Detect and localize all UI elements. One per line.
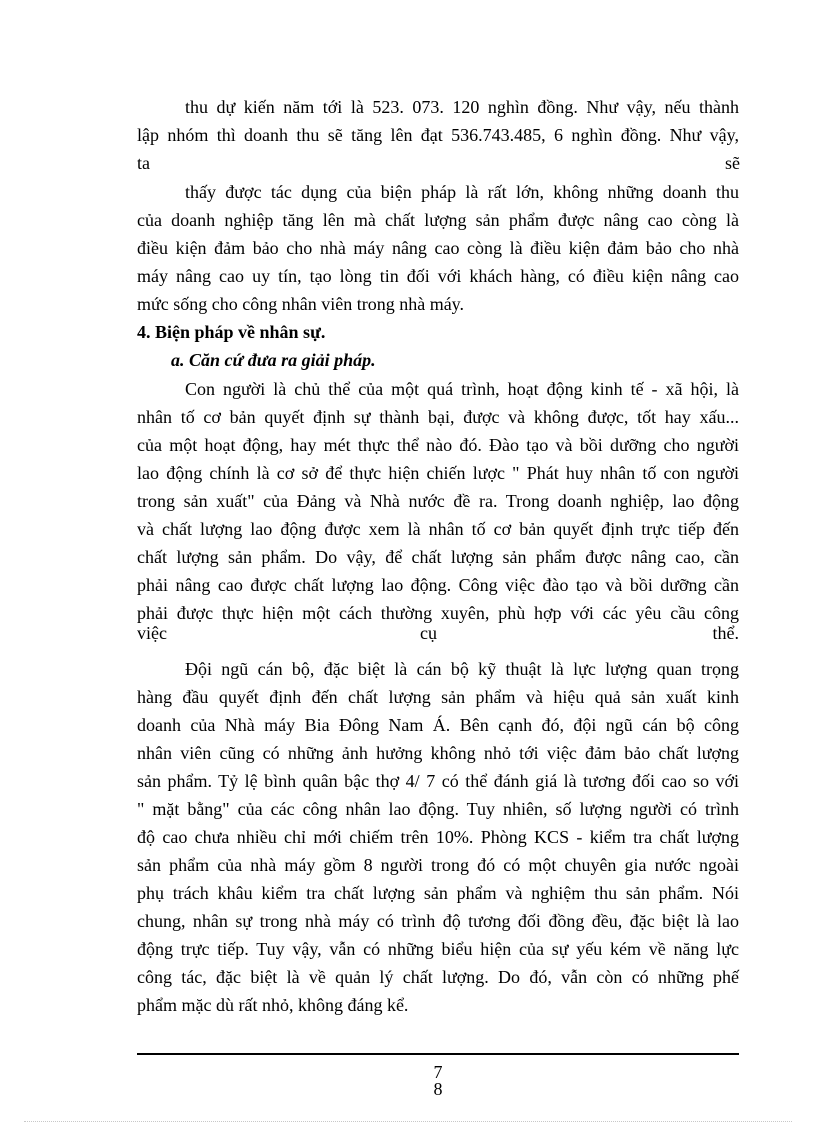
page-number: 7 — [433, 1062, 443, 1082]
paragraph-line: sản phẩm. Tỷ lệ bình quân bậc thợ 4/ 7 có thể đánh giá là tương đối cao so với — [137, 771, 739, 791]
subsection-heading: a. Căn cứ đưa ra giải pháp. — [171, 350, 376, 370]
paragraph-line: nhân tố cơ bản quyết định sự thành bại, được và không được, tốt hay xấu... — [137, 407, 739, 427]
paragraph-line: nhân viên cũng có những ảnh hưởng không nhỏ tới việc đảm bảo chất lượng — [137, 743, 739, 763]
paragraph-line: thể. — [712, 623, 739, 643]
paragraph-line: trong sản xuất" của Đảng và Nhà nước đề ra. Trong doanh nghiệp, lao động — [137, 491, 739, 511]
paragraph-line: doanh của Nhà máy Bia Đông Nam Á. Bên cạnh đó, đội ngũ cán bộ công — [137, 715, 739, 735]
section-heading: 4. Biện pháp về nhân sự. — [137, 322, 326, 342]
paragraph-line: mức sống cho công nhân viên trong nhà máy. — [137, 294, 465, 314]
paragraph-line: phải nâng cao được chất lượng lao động. Công việc đào tạo và bồi dưỡng cần — [137, 575, 739, 595]
paragraph-line: máy nâng cao uy tín, tạo lòng tin đối với khách hàng, có điều kiện nâng cao — [137, 266, 739, 286]
paragraph-line: thu dự kiến năm tới là 523. 073. 120 nghìn đồng. Như vậy, nếu thành — [185, 97, 739, 117]
paragraph-line: sẽ — [725, 153, 740, 173]
paragraph-line: ta — [137, 153, 150, 173]
paragraph-line: thấy được tác dụng của biện pháp là rất lớn, không những doanh thu — [185, 182, 739, 202]
paragraph-line: chung, nhân sự trong nhà máy có trình độ tương đối đồng đều, đặc biệt là lao — [137, 911, 739, 931]
paragraph-line: động trực tiếp. Tuy vậy, vẫn có những biểu hiện của sự yếu kém về năng lực — [137, 939, 739, 959]
paragraph-line: Đội ngũ cán bộ, đặc biệt là cán bộ kỹ thuật là lực lượng quan trọng — [185, 659, 739, 679]
paragraph-line: công tác, đặc biệt là về quản lý chất lượng. Do đó, vẫn còn có những phế — [137, 967, 739, 987]
footer-rule — [137, 1053, 739, 1055]
paragraph-line: lập nhóm thì doanh thu sẽ tăng lên đạt 536.743.485, 6 nghìn đồng. Như vậy, — [137, 125, 739, 145]
paragraph-line: sản phẩm của nhà máy gồm 8 người trong đó có một chuyên gia nước ngoài — [137, 855, 739, 875]
paragraph-line: việc — [137, 623, 167, 643]
paragraph-line: điều kiện đảm bảo cho nhà máy nâng cao còng là điều kiện đảm bảo cho nhà — [137, 238, 739, 258]
paragraph-line: lao động chính là cơ sở để thực hiện chiến lược " Phát huy nhân tố con người — [137, 463, 739, 483]
paragraph-line: cụ — [420, 623, 437, 643]
paragraph-line: " mặt bằng" của các công nhân lao động. Tuy nhiên, số lượng người có trình — [137, 799, 739, 819]
paragraph-line: phải được thực hiện một cách thường xuyên, phù hợp với các yêu cầu công — [137, 603, 739, 623]
paragraph-line: của một hoạt động, hay mét thực thể nào đó. Đào tạo và bồi dưỡng cho người — [137, 435, 739, 455]
paragraph-line: độ cao chưa nhiều chỉ mới chiếm trên 10%. Phòng KCS - kiểm tra chất lượng — [137, 827, 739, 847]
paragraph-line: và chất lượng lao động được xem là nhân tố cơ bản quyết định trực tiếp đến — [137, 519, 739, 539]
paragraph-line: Con người là chủ thể của một quá trình, hoạt động kinh tế - xã hội, là — [185, 379, 739, 399]
paragraph-line: hàng đầu quyết định đến chất lượng sản phẩm và hiệu quả sản xuất kinh — [137, 687, 739, 707]
paragraph-line: phẩm mặc dù rất nhỏ, không đáng kể. — [137, 995, 409, 1015]
page-number: 8 — [433, 1079, 443, 1099]
paragraph-line: chất lượng sản phẩm. Do vậy, để chất lượng sản phẩm được nâng cao, cần — [137, 547, 739, 567]
page-boundary-divider — [24, 1121, 792, 1122]
paragraph-line: của doanh nghiệp tăng lên mà chất lượng sản phẩm được nâng cao còng là — [137, 210, 739, 230]
paragraph-line: phụ trách khâu kiểm tra chất lượng sản phẩm và nghiệm thu sản phẩm. Nói — [137, 883, 739, 903]
